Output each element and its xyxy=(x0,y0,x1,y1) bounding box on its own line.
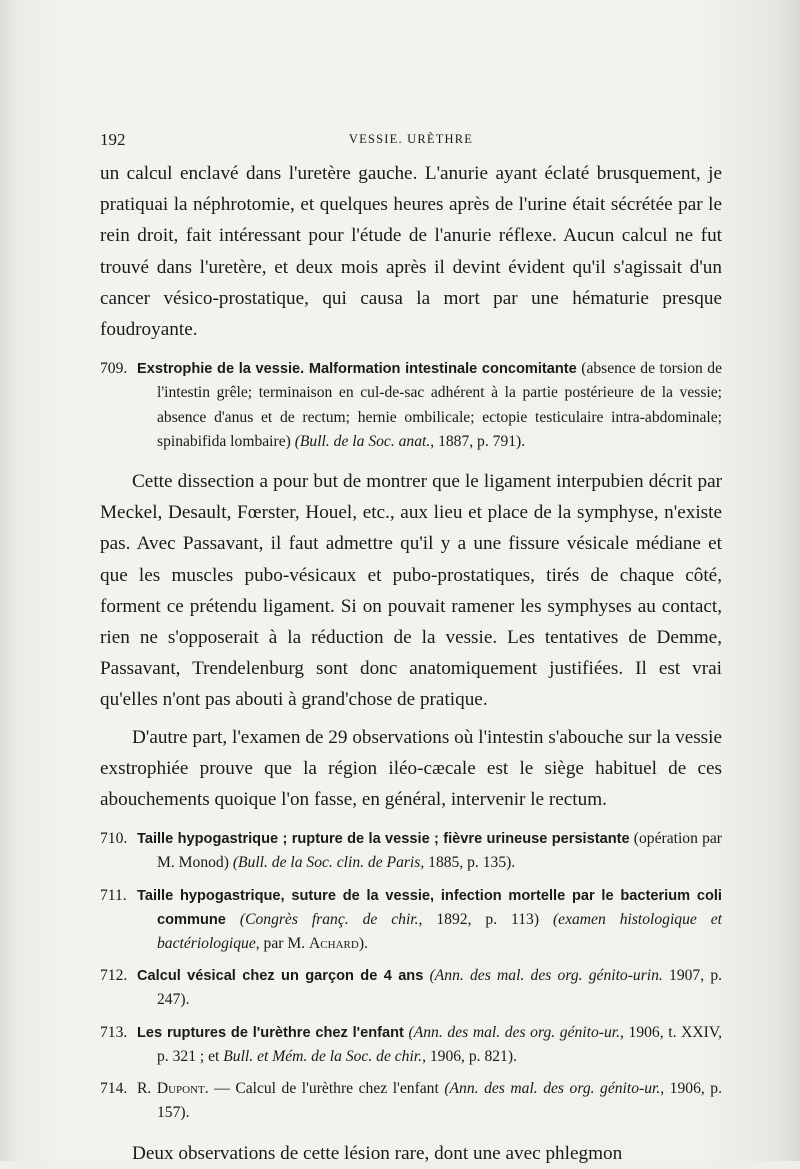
reference-tail: 1907, p. 247). xyxy=(157,967,723,1009)
reference-text xyxy=(226,911,240,928)
reference-entry-713 xyxy=(100,1021,722,1069)
reference-number: 712. xyxy=(100,967,128,985)
reference-tail: , 1885, p. 135). xyxy=(420,854,516,872)
reference-source: (Ann. des mal. des org. génito-ur. xyxy=(444,1080,661,1098)
reference-number: 714. xyxy=(100,1080,128,1098)
reference-source: (Ann. des mal. des org. génito-ur. xyxy=(408,1023,620,1041)
reference-source: (Bull. de la Soc. anat. xyxy=(294,432,431,450)
paragraph: Cette dissection a pour but de montrer que le ligament interpubien décrit par Meckel, Desault, Fœrster, Houel, etc., aux lieu et place de la symphyse, n'existe pas. Avec Passavant, il faut admettre qu'il y a une fissure vésicale médiane et que les muscles pubo-vésicaux et pubo-prostatiques, tirés de chaque côté, forment ce prétendu ligament. Si on pouvait ramener les symphyses au contact, rien ne s'opposerait à la réduction de la vessie. Les tentatives de Demme, Passavant, Trendelenburg sont donc anatomiquement justifiées. Il est vrai qu'elles n'ont pas abouti à grand'chose de pratique. xyxy=(100,471,722,711)
reference-text: (opération par M. Monod) xyxy=(157,830,722,872)
reference-number: 710. xyxy=(100,830,128,848)
paragraph: un calcul enclavé dans l'uretère gauche. L'anurie ayant éclaté brusquement, je pratiquai la néphrotomie, et quelques heures après de l'urine était sécrétée par le rein droit, fait intéressant pour l'étude de l'anurie réflexe. Aucun calcul ne fut trouvé dans l'uretère, et deux mois après il devint évident qu'il s'agissait d'un cancer vésico-prostatique, qui causa la mort par une hématurie presque foudroyante. xyxy=(100,163,722,341)
reference-tail: , par M. xyxy=(255,935,310,953)
reference-title: Taille hypogastrique, suture de la vessie, infection mortelle par le bacterium coli commune xyxy=(137,887,722,928)
reference-number: 713. xyxy=(100,1023,128,1041)
reference-source-2: Bull. et Mém. de la Soc. de chir. xyxy=(223,1047,423,1065)
paragraph: D'autre part, l'examen de 29 observations où l'intestin s'abouche sur la vessie exstrophiée prouve que la région iléo-cæcale est le siège habituel de ces abouchements quoique l'on fasse, en général, intervenir le rectum. xyxy=(100,726,722,811)
reference-number: 709. xyxy=(100,360,128,378)
reference-title: Exstrophie de la vessie. Malformation intestinale concomitante xyxy=(137,361,577,378)
reference-source-2: (examen histologique et bactériologique xyxy=(157,910,723,953)
reference-title: Les ruptures de l'urèthre chez l'enfant xyxy=(137,1024,404,1041)
reference-text: . — Calcul de l'urèthre chez l'enfant xyxy=(204,1080,445,1098)
reference-number: 711. xyxy=(100,886,127,904)
reference-mid: , 1892, p. 113) xyxy=(418,910,553,928)
reference-source: (Ann. des mal. des org. génito-urin. xyxy=(429,967,663,985)
reference-title: Calcul vésical chez un garçon de 4 ans xyxy=(137,968,424,985)
reference-source: (Congrès franç. de chir. xyxy=(239,910,419,928)
page-header xyxy=(100,130,722,152)
reference-tail: , 1906, p. 157). xyxy=(157,1080,722,1122)
reference-author-initial: R. xyxy=(137,1080,157,1098)
reference-entry-714 xyxy=(100,1077,722,1125)
reference-entry-710 xyxy=(100,827,722,875)
reference-tail: , 1906, p. 821). xyxy=(422,1047,517,1065)
reference-end: ). xyxy=(358,935,368,953)
body-text xyxy=(100,158,722,1169)
reference-text: (absence de torsion de l'intestin grêle; terminaison en cul-de-sac adhérent à la partie postérieure de la vessie; absence d'anus et de rectum; hernie ombilicale; ectopie testiculaire intra-abdominale; spinabifida lombaire) xyxy=(157,360,723,450)
reference-entry-711 xyxy=(100,884,722,957)
running-title: VESSIE. URÈTHRE xyxy=(348,132,474,146)
reference-source: (Bull. de la Soc. clin. de Paris xyxy=(232,854,421,872)
page-number: 192 xyxy=(100,130,126,149)
paragraph: Deux observations de cette lésion rare, dont une avec phlegmon xyxy=(132,1142,623,1164)
reference-tail: , 1887, p. 791). xyxy=(430,432,526,450)
reference-title: Taille hypogastrique ; rupture de la vessie ; fièvre urineuse persistante xyxy=(137,831,630,848)
reference-entry-712 xyxy=(100,964,722,1012)
reference-author: Dupont xyxy=(156,1080,205,1098)
reference-entry-709 xyxy=(100,357,722,454)
reference-author: Achard xyxy=(309,935,359,953)
reference-mid: , 1906, t. XXIV, p. 321 ; et xyxy=(157,1023,722,1065)
